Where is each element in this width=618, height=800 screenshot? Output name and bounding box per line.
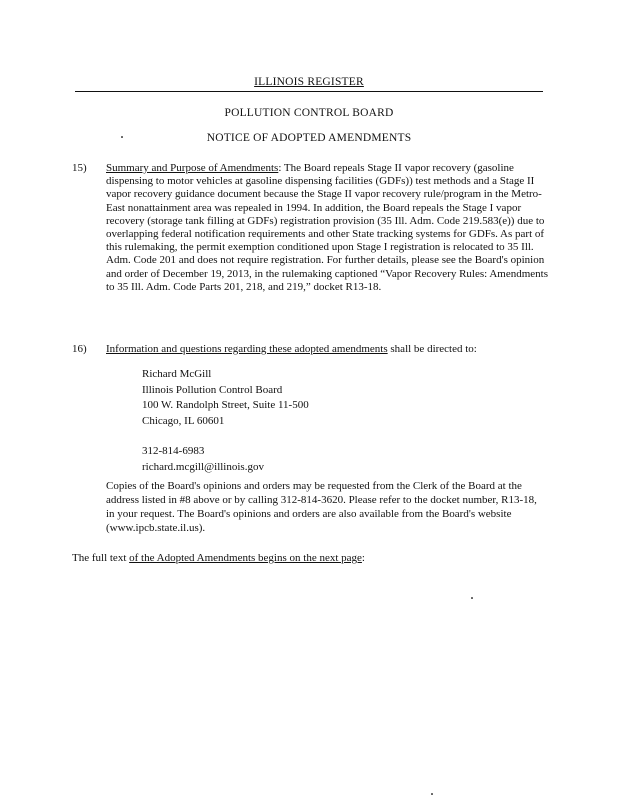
item-16-paragraph [106,343,548,356]
full-text-suffix: : [361,552,365,564]
scan-speck [431,793,433,795]
contact-email: richard.mcgill@illinois.gov [142,460,264,473]
copies-paragraph: Copies of the Board's opinions and orders may be requested from the Clerk of the Board at the address listed in #8 above or by calling 312-814-3620. Please refer to the docket number, R13-18, in your request. The Board's opinions and orders are also available from the Board's website (www.ipcb.state.il.us). [106,480,537,534]
full-text-note [72,552,365,565]
contact-spacer [142,429,309,444]
scan-speck [121,136,123,138]
item-15-paragraph [106,162,548,294]
header-rule [75,91,543,92]
contact-organization: Illinois Pollution Control Board [142,383,283,396]
contact-phone: 312-814-6983 [142,445,205,457]
notice-title: NOTICE OF ADOPTED AMENDMENTS [206,132,412,144]
full-text-prefix: The full text [72,552,130,564]
register-title: ILLINOIS REGISTER [254,76,364,88]
item-16-number: 16) [72,343,87,355]
item-15-number: 15) [72,162,87,174]
full-text-underlined: of the Adopted Amendments begins on the next page [129,552,362,564]
contact-street: 100 W. Randolph Street, Suite 11-500 [142,399,309,411]
scan-speck [471,597,473,599]
item-16-text: shall be directed to: [387,343,477,355]
contact-block [142,367,309,475]
contact-city: Chicago, IL 60601 [142,414,225,427]
item-15-heading: Summary and Purpose of Amendments [106,162,279,174]
item-16-heading: Information and questions regarding these adopted amendments [106,343,388,355]
contact-name: Richard McGill [142,368,212,380]
board-title: POLLUTION CONTROL BOARD [224,107,394,119]
item-15-text: : The Board repeals Stage II vapor recovery (gasoline dispensing to motor vehicles at gasoline dispensing facilities (GDFs)) test methods and a Stage II vapor recovery guidance document because the Stage II vapor recovery rule/program in the Metro-East nonattainment area was repealed in 1994. In addition, the Board repeals the Stage I vapor recovery (storage tank filling at GDFs) registration provision (35 Ill. Adm. Code 219.583(e)) due to overlapping federal notification requirements and other State tracking systems for GDFs. As part of this rulemaking, the permit exemption conditioned upon Stage I registration is relocated to 35 Ill. Adm. Code 201 and does not require registration. For further details, please see the Board's opinion and order of December 19, 2013, in the rulemaking captioned “Vapor Recovery Rules: Amendments to 35 Ill. Adm. Code Parts 201, 218, and 219,” docket R13-18. [106,162,549,293]
